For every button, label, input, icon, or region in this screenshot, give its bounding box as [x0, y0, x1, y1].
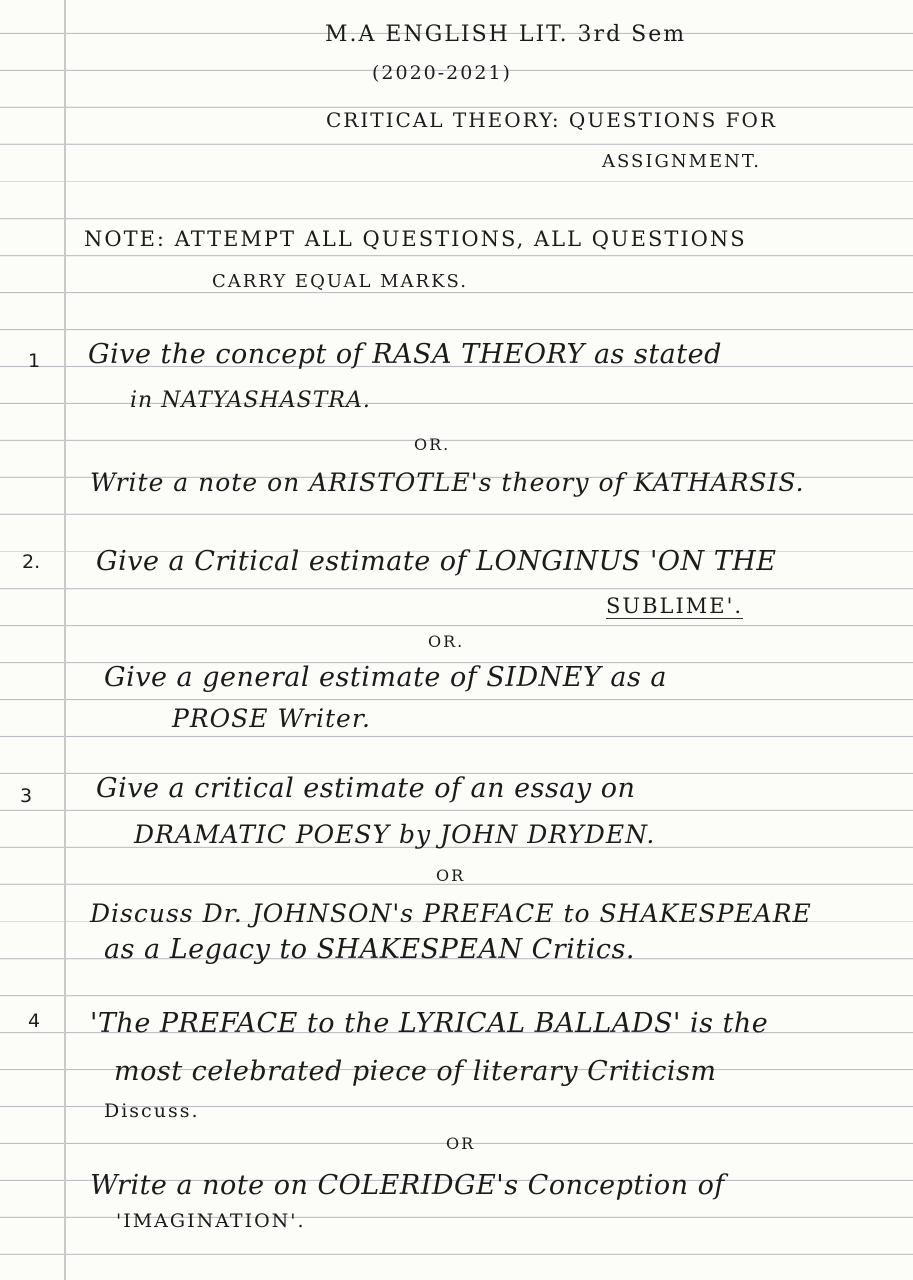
assignment-title-line1: CRITICAL THEORY: QUESTIONS FOR [326, 108, 778, 132]
question-2-b-line1: Give a general estimate of SIDNEY as a [104, 662, 667, 693]
question-1-a-line2: in NATYASHASTRA. [130, 388, 371, 413]
assignment-title-line2: ASSIGNMENT. [602, 151, 761, 172]
question-4-b-line2: 'IMAGINATION'. [116, 1210, 306, 1232]
question-2-b-line2: PROSE Writer. [172, 704, 371, 733]
session-year: (2020-2021) [372, 62, 512, 84]
question-1-or: OR. [414, 435, 451, 454]
question-2-or: OR. [428, 632, 465, 651]
note-line1: NOTE: ATTEMPT ALL QUESTIONS, ALL QUESTIONS [84, 227, 747, 251]
question-2-a-line1: Give a Critical estimate of LONGINUS 'ON THE [96, 546, 777, 577]
question-3-a-line1: Give a critical estimate of an essay on [96, 773, 636, 804]
question-4-or: OR [446, 1134, 476, 1153]
question-number-4: 4 [28, 1010, 41, 1032]
question-4-a-line1: 'The PREFACE to the LYRICAL BALLADS' is the [90, 1008, 769, 1039]
course-title: M.A ENGLISH LIT. 3rd Sem [325, 22, 687, 47]
question-3-a-line2: DRAMATIC POESY by JOHN DRYDEN. [134, 820, 656, 849]
question-3-b-line2: as a Legacy to SHAKESPEAN Critics. [104, 934, 635, 965]
question-4-a-line3: Discuss. [104, 1100, 200, 1122]
question-3-or: OR [436, 866, 466, 885]
question-number-3: 3 [20, 785, 33, 807]
question-4-a-line2: most celebrated piece of literary Criticism [114, 1056, 717, 1087]
note-line2: CARRY EQUAL MARKS. [212, 271, 468, 292]
question-number-1: 1 [28, 350, 41, 372]
question-3-b-line1: Discuss Dr. JOHNSON's PREFACE to SHAKESPEARE [90, 899, 812, 928]
question-2-a-line2: SUBLIME'. [606, 594, 744, 618]
margin-line [64, 0, 66, 1280]
question-1-a-line1: Give the concept of RASA THEORY as stated [88, 339, 722, 370]
question-4-b-line1: Write a note on COLERIDGE's Conception of [90, 1170, 725, 1201]
question-number-2: 2. [22, 551, 41, 573]
question-1-b-line1: Write a note on ARISTOTLE's theory of KATHARSIS. [90, 468, 805, 497]
